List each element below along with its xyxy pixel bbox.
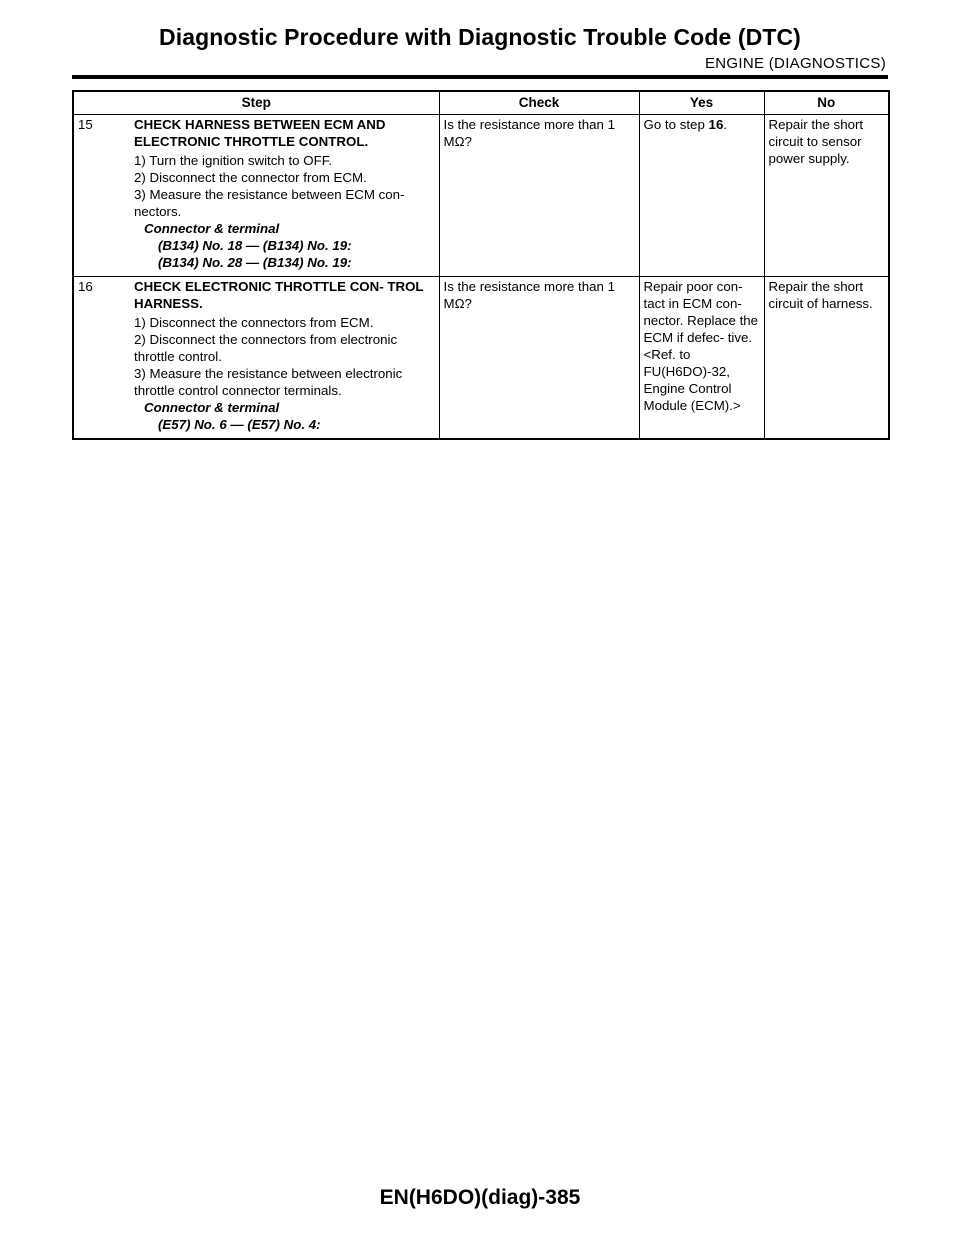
step-cell: [73, 277, 439, 440]
page-title: Diagnostic Procedure with Diagnostic Trouble Code (DTC): [159, 24, 801, 50]
diagnostic-table: [72, 90, 890, 440]
step-cell: [73, 115, 439, 277]
yes-step-link: 16: [708, 117, 724, 132]
step-instruction: 3) Measure the resistance between electronic throttle control connector terminals.: [134, 366, 403, 398]
table-row: [73, 115, 889, 277]
yes-cell: Repair poor con- tact in ECM con- nector. Replace the ECM if defec- tive. <Ref. to FU(H6DO)-32, Engine Control Module (ECM).>: [639, 277, 764, 440]
no-cell: Repair the short circuit of harness.: [764, 277, 889, 440]
column-header-yes: Yes: [639, 91, 764, 115]
step-title: CHECK ELECTRONIC THROTTLE CON- TROL HARNESS.: [134, 279, 424, 311]
connector-title: Connector & terminal: [144, 221, 280, 236]
column-header-check: Check: [439, 91, 639, 115]
step-instruction: 1) Turn the ignition switch to OFF.: [134, 153, 333, 168]
check-cell: Is the resistance more than 1 MΩ?: [439, 277, 639, 440]
table-header-row: [73, 91, 889, 115]
connector-terminal: (E57) No. 6 — (E57) No. 4:: [158, 417, 321, 432]
connector-terminal: (B134) No. 28 — (B134) No. 19:: [158, 255, 352, 270]
step-title: CHECK HARNESS BETWEEN ECM AND ELECTRONIC THROTTLE CONTROL.: [134, 117, 386, 149]
yes-text: Go to step: [643, 117, 709, 132]
step-instruction: 2) Disconnect the connectors from electronic throttle control.: [134, 332, 398, 364]
connector-title: Connector & terminal: [144, 400, 280, 415]
connector-terminal: (B134) No. 18 — (B134) No. 19:: [158, 238, 352, 253]
step-instruction: 1) Disconnect the connectors from ECM.: [134, 315, 374, 330]
table-row: [73, 277, 889, 440]
step-instruction: 2) Disconnect the connector from ECM.: [134, 170, 367, 185]
step-number: 15: [78, 117, 93, 132]
section-title: ENGINE (DIAGNOSTICS): [704, 55, 886, 72]
page-number: EN(H6DO)(diag)-385: [379, 1186, 581, 1209]
step-instruction: 3) Measure the resistance between ECM con- nectors.: [134, 187, 405, 219]
yes-text-end: .: [723, 117, 728, 132]
column-header-step: Step: [73, 91, 439, 115]
header-rule: [72, 75, 888, 79]
step-number: 16: [78, 279, 93, 294]
check-cell: Is the resistance more than 1 MΩ?: [439, 115, 639, 277]
yes-cell: [639, 115, 764, 277]
no-cell: Repair the short circuit to sensor power supply.: [764, 115, 889, 277]
column-header-no: No: [764, 91, 889, 115]
